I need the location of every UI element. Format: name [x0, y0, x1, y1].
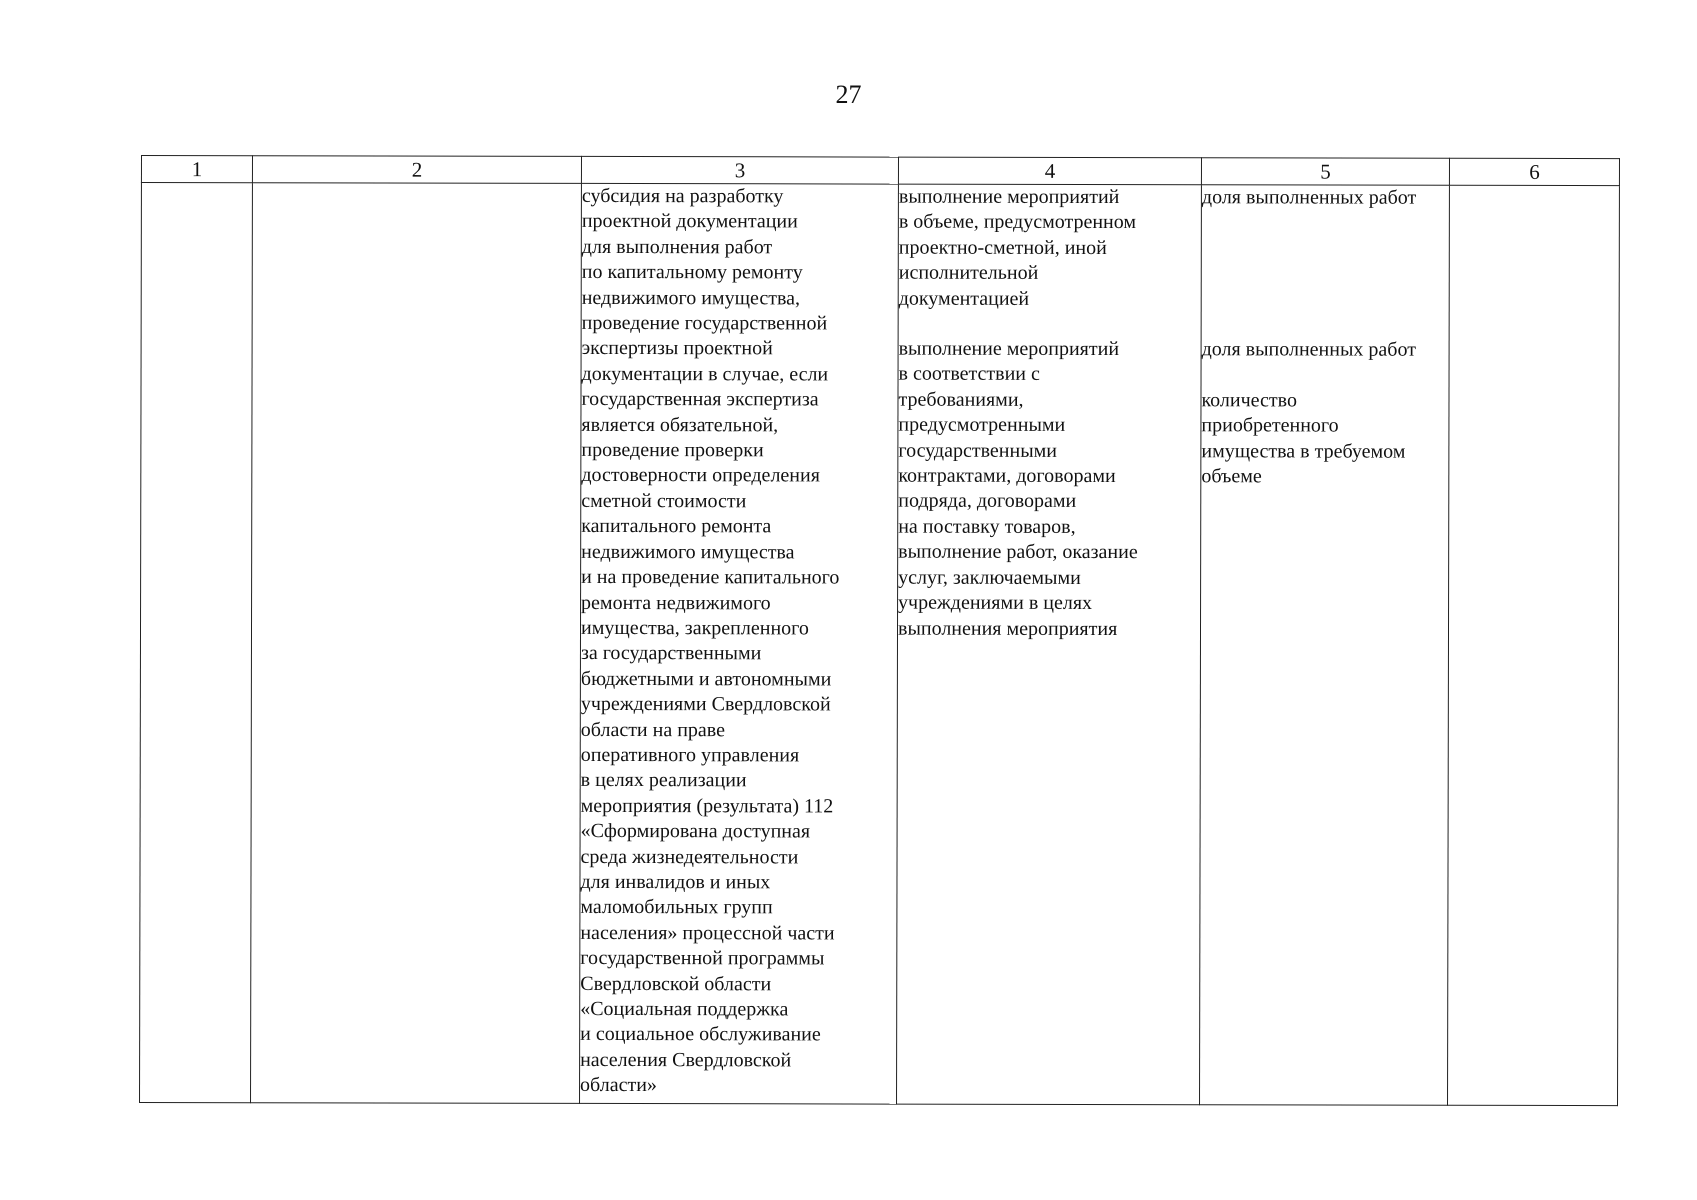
activity-text-1: выполнение мероприятий в объеме, предусмотренном проектно-сметной, иной исполнительной документацией: [898, 185, 1137, 310]
column-header-4: 4: [898, 157, 1201, 185]
page-number: 27: [835, 80, 862, 109]
column-header-5: 5: [1201, 158, 1449, 186]
cell-indicators: [1200, 185, 1450, 1106]
indicator-text-2: доля выполненных работ: [1201, 338, 1416, 362]
cell-activities: [897, 184, 1202, 1105]
indicator-text-1: доля выполненных работ: [1201, 186, 1417, 209]
cell-col2: [251, 183, 582, 1104]
subsidy-description-text: субсидия на разработку проектной документации для выполнения работ по капитальному ремонту недвижимого имущества, проведение государственной экспертизы проектной документации в случае, если государственная экспертиза является обязательной, проведение проверки достоверности определения сметной стоимости капитального ремонта недвижимого имущества и на проведение капитального ремонта недвижимого имущества, закрепленного за государственными бюджетными и автономными учреждениями Свердловской области на праве оперативного управления в целях реализации мероприятия (результата) 112 «Сформирована доступная среда жизнедеятельности для инвалидов и иных маломобильных групп населения» процессной части государственной программы Свердловской области «Социальная поддержка и социальное обслуживание населения Свердловской области»: [580, 184, 840, 1097]
header-row: [141, 156, 1619, 186]
column-header-6: 6: [1449, 158, 1619, 185]
cell-col1: [140, 183, 253, 1103]
column-header-3: 3: [581, 156, 898, 184]
table-row: [140, 183, 1620, 1106]
column-header-1: 1: [141, 156, 252, 183]
cell-subsidy-description: [580, 183, 899, 1104]
activity-text-2: выполнение мероприятий в соответствии с требованиями, предусмотренными государственными контрактами, договорами подряда, договорами на поставку товаров, выполнение работ, оказание услуг, заключаемыми учреждениями в целях выполнения мероприятия: [897, 337, 1138, 640]
indicator-text-3: количество приобретенного имущества в требуемом объеме: [1201, 389, 1406, 488]
document-table: [139, 155, 1620, 1106]
cell-col6: [1448, 185, 1620, 1105]
column-header-2: 2: [252, 156, 581, 184]
